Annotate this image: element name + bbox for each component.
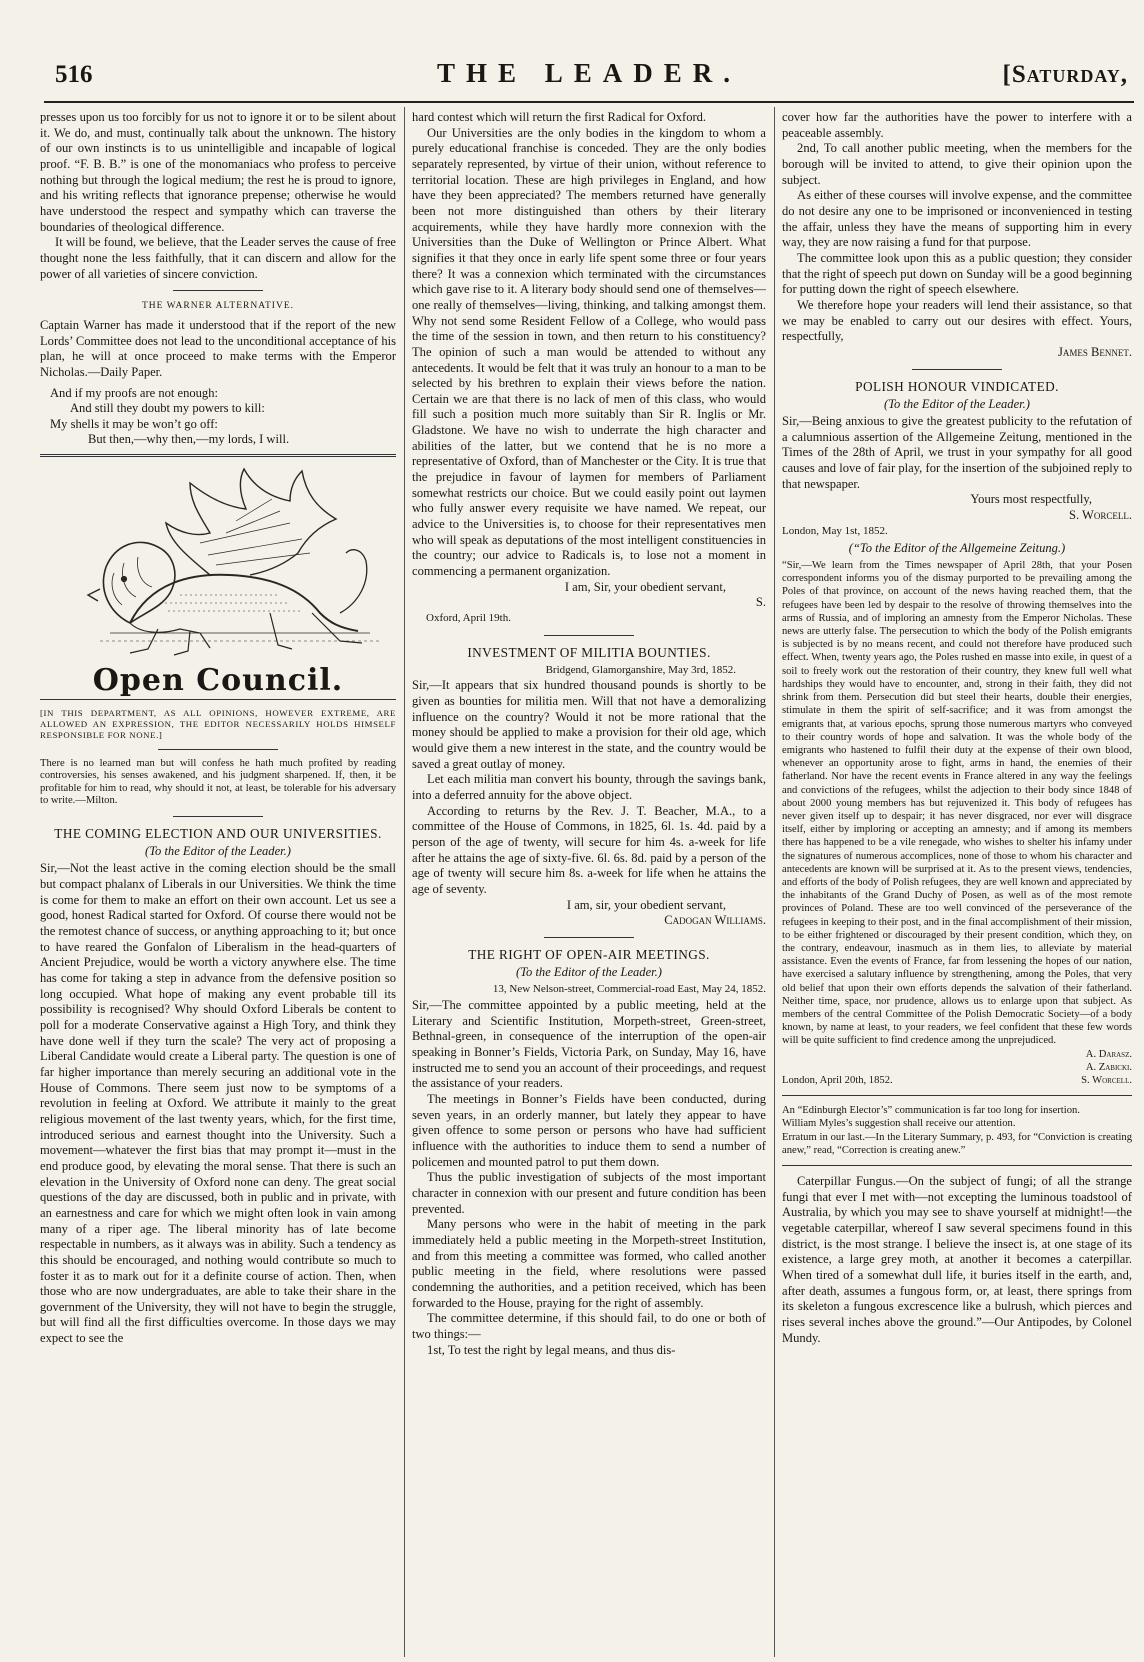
column-1 xyxy=(40,110,396,1656)
divider xyxy=(544,635,634,636)
dateline: London, April 20th, 1852. xyxy=(782,1074,893,1086)
article-paragraph: Sir,—Not the least active in the coming election should be the small but compact phalanx of Liberals in our Universities. We think the time is come for them to make an effort on their own account. Let us see a good, honest Radical started for Oxford. Of course there would not be the remotest chance of success, or anything approaching to it; but once to have reared the Gonfalon of Liberalism in the head-quarters of Ancient Prejudice, would be worth a victory anywhere else. The time has come for taking a step in advance from the defensive position so long occupied. What hope of making any event probable till its possibility is recognised? Why should Oxford Liberals be content to poll for a moderate Conservative against a High Tory, and think they have done well if they turn the scale? The very act of proposing a Liberal Candidate would create a Liberal party. The question is one of far higher importance than merely securing an additional vote in the House of Commons. There seem just now to be symptoms of a revolution in feeling at Oxford. We attribute it mainly to the great religious movement of the last twenty years, which, for the first time, introduced serious and earnest thought into the University. Such a movement—whatever the first bias that may prompt it—must in the end produce good, by elevating the moral sense. That there is such an elevation in the University of Oxford none can deny. The great social questions of the day are discussed, both in public and in private, with an earnestness and care for which we might often look in vain among many of a riper age. The liberal minority has of late become respectable in numbers, as it always was in ability. Such a tendency as this should be encouraged, and nothing would contribute so much to foster it as to mark out for it a definite course of action. Then, when those who are now undergraduates, are able to take their share in the government of the University, they will not have to begin the struggle, but will find all the first difficulties overcome. In those days we may expect to see the xyxy=(40,861,396,1346)
erratum-note: Erratum in our last.—In the Literary Summary, p. 493, for “Conviction is creating anew,” read, “Correction is creating anew.” xyxy=(782,1131,1132,1156)
article-heading: THE COMING ELECTION AND OUR UNIVERSITIES. xyxy=(54,825,382,841)
poem xyxy=(40,386,396,449)
article-paragraph: Our Universities are the only bodies in the kingdom to whom a purely educational franchise is conceded. They are the only bodies separately represented, by virtue of their union, without reference to territorial location. These are high privileges in England, and how have they been appreciated? The members returned have generally been not more distinguished than others by their literary acquirements, while they have hardly more connexion with the Universities than the Duke of Wellington or Prince Albert. What signifies it that they once in early life spent some three or four years there? It was a connexion which terminated with the circumstances which gave rise to it. A literary body should send one of themselves—one really of themselves—living, thinking, and talking amongst them. Why not send some Resident Fellow of a College, who would pass the time of the session in town, and then return to his constituency? The opinion of such a man would be attended to without any antecedents. It would be felt that it was truly an honour to a man to be selected by his brethren to explain their views before the nation. Certain we are that there is no lack of men of this class, who would fill such a position much more suitably than Sir R. Inglis or Mr. Gladstone. We have no wish to underrate the high character and abilities of the latter, but we contend that he is no more a representative of Oxford, than of Manchester or the City. It is true that the prejudice in favour of laymen for members of Parliament somewhat restricts our choice. But we could easily point out laymen who fully answer every requisite we have named. We repeat, our advice to the Universities is, to choose for their representatives men who will speak as deputations of the most intelligent constituencies in the country; our advice to Radicals is, to lose not a moment in commencing a permanent organization. xyxy=(412,125,766,579)
article-paragraph: Let each militia man convert his bounty, through the savings bank, into a deferred annuity for the above object. xyxy=(412,772,766,802)
dateline: London, May 1st, 1852. xyxy=(782,524,888,537)
poem-line: My shells it may be won’t go off: xyxy=(50,416,218,431)
section-title: Open Council. xyxy=(92,663,344,699)
editor-notice: [IN THIS DEPARTMENT, AS ALL OPINIONS, HOWEVER EXTREME, ARE ALLOWED AN EXPRESSION, THE EDITOR NECESSARILY HOLDS HIMSELF RESPONSIBLE FOR NONE.] xyxy=(40,707,396,740)
article-paragraph: The committee determine, if this should fail, to do one or both of two things:— xyxy=(412,1311,766,1341)
article-paragraph: Thus the public investigation of subjects of the most important character in connexion with our present and future condition has been prevented. xyxy=(412,1170,766,1216)
signature: S. xyxy=(755,595,766,610)
poem-line: And still they doubt my powers to kill: xyxy=(70,401,265,416)
article-paragraph: cover how far the authorities have the power to interfere with a peaceable assembly. xyxy=(782,110,1132,140)
signature: A. Zabicki. xyxy=(1085,1061,1132,1073)
masthead-rule xyxy=(44,101,1134,103)
article-paragraph: 2nd, To call another public meeting, when the members for the borough will be invited to attend, to give their opinion upon the subject. xyxy=(782,141,1132,187)
signature: S. Worcell. xyxy=(1081,1074,1132,1086)
signature: A. Darasz. xyxy=(1085,1048,1132,1060)
double-rule xyxy=(40,454,396,457)
correspondent-note: An “Edinburgh Elector’s” communication is far too long for insertion. xyxy=(782,1105,1080,1117)
masthead-day: [Saturday, xyxy=(1002,61,1128,88)
article-heading: POLISH HONOUR VINDICATED. xyxy=(855,378,1059,394)
divider xyxy=(782,1165,1132,1166)
signoff: I am, Sir, your obedient servant, xyxy=(564,579,726,594)
article-subheading: (To the Editor of the Leader.) xyxy=(884,396,1030,411)
article-subheading: (“To the Editor of the Allgemeine Zeitung.) xyxy=(848,541,1066,556)
article-paragraph: As either of these courses will involve expense, and the committee do not desire any one to be imprisoned or inconvenienced in testing the affair, unless they have the means of supporting him in every way, they are now raising a fund for that purpose. xyxy=(782,188,1132,250)
article-paragraph: According to returns by the Rev. J. T. Beacher, M.A., to a committee of the House of Commons, in 1825, 6l. 1s. 4d. paid by a person of the age of twenty, will secure for him 4s. a-week for life after he attains the age of sixty-five. 6l. 6s. 8d. paid by a person of the age of twenty will secure him 8s. a-week for life when he attains the age of seventy. xyxy=(412,803,766,896)
article-paragraph: Sir,—Being anxious to give the greatest publicity to the refutation of a calumnious assertion of the Allgemeine Zeitung, mentioned in the Times of the 28th of April, we trust in your sympathy for all good causes and love of fair play, for the insertion of the subjoined reply to that newspaper. xyxy=(782,414,1132,491)
divider xyxy=(158,749,278,750)
article-subheading: (To the Editor of the Leader.) xyxy=(516,964,662,979)
poem-line: But then,—why then,—my lords, I will. xyxy=(88,432,290,447)
article-paragraph: Captain Warner has made it understood that if the report of the new Lords’ Committee does not lead to the unconditional acceptance of his plan, he will at once proceed to make terms with the Emperor Nicholas.—Daily Paper. xyxy=(40,317,396,379)
article-heading: INVESTMENT OF MILITIA BOUNTIES. xyxy=(467,644,711,660)
article-heading: THE RIGHT OF OPEN-AIR MEETINGS. xyxy=(468,946,710,962)
article-paragraph: It will be found, we believe, that the Leader serves the cause of free thought none the less faithfully, that it can discern and allow for the power of all varieties of sincere conviction. xyxy=(40,235,396,281)
signature: S. Worcell. xyxy=(1068,508,1132,523)
column-divider xyxy=(404,107,405,1657)
article-paragraph: presses upon us too forcibly for us not to ignore it or to be silent about it. We do, and must, continually talk about the unknown. The history of our own instincts is to us unintelligible and incapable of logical proof. “F. B. B.” is one of the monomaniacs who profess to perceive nothing but through the logical medium; the rest he is proud to ignore, and his writing reflects that ignorance prepense; otherwise he would have understood the respect and sympathy which can traverse the boundaries of theological difference. xyxy=(40,110,396,234)
article-paragraph: “Sir,—We learn from the Times newspaper of April 28th, that your Posen correspondent informs you of the dismay purported to be prevailing among the Poles of that province, on account of the news having reached them, that the refugees have been led by despair to the resolve of throwing themselves into the arms of Russia, and of imploring an amnesty from the Emperor Nicholas. These news are utterly false. The persecution to which the body of the Polish emigrants is subjected is by no means recent, and could not therefore have produced such effect. When, twenty years ago, the Poles rushed en masse into exile, in quest of a soil to freely work out the restoration of their country, they knew full well what hardships they would have to encounter, and, strong in their faith, they did not shrink from them. Persecution did but steel their hearts, double their energies, stimulate in them the spirit of self-sacrifice; and it was from amongst the emigrants that, at various epochs, sprung those numerous martyrs who conveyed to their country words of hope and salvation. It was the whole body of the emigrants who hastened to fulfil their duty at the expense of their own blood, whenever an opportunity arose to fight, arms in hand, the enemies of their fatherland. Nor have the recent events in France altered in any way the feelings and convictions of the refugees, whilst the adjection to their body since 1848 of about 2000 young members has but rejuvenized it. This body of refugees has never given itself up to despair; it has never disgraced, nor ever will disgrace itself, either by imploring or accepting an amnesty; and if among its members there has happened to be a vile renegade, who wishes to shelter his infamy under the signatures of numerous accomplices, none of those to whom his character and antecedents are known will be surprised at it. As to the present views, tendencies, and efforts of the body of Polish refugees, they are well known and appreciated by the inhabitants of the Grand Duchy of Posen, as well as of the most remote provinces of Poland. These are too well convinced of the perseverance of the refugees in keeping to their post, and in the final accomplishment of their mission, to be either frightened or discouraged by their present condition, which they, on the contrary, endeavour, inasmuch as in them lies, to alleviate by material assistance. Even the events of France, far from lessening the hopes of our nation, have exercised a salutary influence by strengthening, among the Poles, that very old belief that upon their own efforts depends the salvation of their fatherland. Neither time, space, nor prudence, allows us to enlarge upon that subject. As members of the central Committee of the Polish Democratic Society—of a body known, by name at least, to your readers, we feel confident that these few words will be quite sufficient to find credence among the unprejudiced. xyxy=(782,560,1132,1047)
divider xyxy=(782,1095,1132,1096)
dateline: Bridgend, Glamorganshire, May 3rd, 1852. xyxy=(545,663,736,676)
divider xyxy=(544,937,634,938)
dateline: 13, New Nelson-street, Commercial-road East, May 24, 1852. xyxy=(492,983,766,996)
article-paragraph: hard contest which will return the first Radical for Oxford. xyxy=(412,110,707,124)
divider xyxy=(40,699,396,700)
column-2 xyxy=(412,110,766,1656)
divider xyxy=(173,290,263,291)
article-subheading: (To the Editor of the Leader.) xyxy=(145,843,291,858)
article-paragraph: Sir,—The committee appointed by a public meeting, held at the Literary and Scientific Institution, Morpeth-street, Green-street, Bethnal-green, in consequence of the interruption of the open-air speaking in Bonner’s Fields, Victoria Park, on Sunday, May 16, have instructed me to send you an account of their proceedings, and request the assistance of your readers. xyxy=(412,998,766,1091)
correspondent-note: William Myles’s suggestion shall receive our attention. xyxy=(782,1118,1016,1130)
article-paragraph: Caterpillar Fungus.—On the subject of fungi; of all the strange fungi that ever I met with—not excepting the luminous toadstool of Australia, by which you may see to shave yourself at midnight!—the vegetable caterpillar, whereof I saw several specimens found in this district, is the most strange. I believe the insect is, at one stage of its existence, a large grey moth, at another it becomes a caterpillar. When tired of a somewhat dull life, it buries itself in the earth, and, after death, assumes a fungous form, or, at least, there springs from its skeleton a fungous excrescence like a bulrush, which pierces and rises several inches above the ground.”—Our Antipodes, by Colonel Mundy. xyxy=(782,1174,1132,1345)
milton-quote: There is no learned man but will confess he hath much profited by reading controversies, his senses awakened, and his judgment sharpened. If, then, it be profitable for him to read, why should it not, at least, be tolerable for his adversary to write.—Milton. xyxy=(40,757,396,807)
page-number: 516 xyxy=(55,61,93,88)
article-paragraph: Sir,—It appears that six hundred thousand pounds is shortly to be given as bounties for militia men. Will that not have a demoralizing influence on the country? Would it not be more rational that the money should be applied to make a provision for their old age, which would give them a new interest in the state, and the country would be saved a great outlay of money. xyxy=(412,678,766,771)
column-3 xyxy=(782,110,1132,1656)
newspaper-title: THE LEADER. xyxy=(436,58,742,88)
masthead xyxy=(50,58,1128,98)
signature: Cadogan Williams. xyxy=(664,913,766,928)
section-heading: THE WARNER ALTERNATIVE. xyxy=(141,301,295,312)
article-paragraph: The meetings in Bonner’s Fields have been conducted, during seven years, in an orderly manner, but lately they appear to have given offence to some person or persons who have had sufficient influence with the authorities to induce them to send a number of policemen and mounted patrol to put them down. xyxy=(412,1092,766,1169)
poem-line: And if my proofs are not enough: xyxy=(50,385,218,400)
divider xyxy=(173,816,263,817)
article-paragraph: We therefore hope your readers will lend their assistance, so that we may be enabled to carry out our desires with effect. Yours, respectfully, xyxy=(782,297,1132,344)
article-paragraph: The committee look upon this as a public question; they consider that the right of speech put down on Sunday will be a good beginning for putting down the right of speech elsewhere. xyxy=(782,250,1132,297)
signature-row xyxy=(782,1074,1132,1087)
signoff: Yours most respectfully, xyxy=(970,492,1092,507)
dateline: Oxford, April 19th. xyxy=(426,612,511,624)
signoff: I am, sir, your obedient servant, xyxy=(566,897,726,912)
column-divider xyxy=(774,107,775,1657)
winged-lion-icon xyxy=(40,463,396,673)
signature: James Bennet. xyxy=(1057,344,1132,359)
article-paragraph: Many persons who were in the habit of meeting in the park immediately held a public meeting in the Morpeth-street Institution, and from this meeting a committee was formed, who called another public meeting in the field, where resolutions were passed condemning the authorities, and a petition received, which has been forwarded to the House, praying for the right of assembly. xyxy=(412,1217,766,1310)
article-paragraph: 1st, To test the right by legal means, and thus dis- xyxy=(427,1342,676,1357)
divider xyxy=(912,369,1002,370)
